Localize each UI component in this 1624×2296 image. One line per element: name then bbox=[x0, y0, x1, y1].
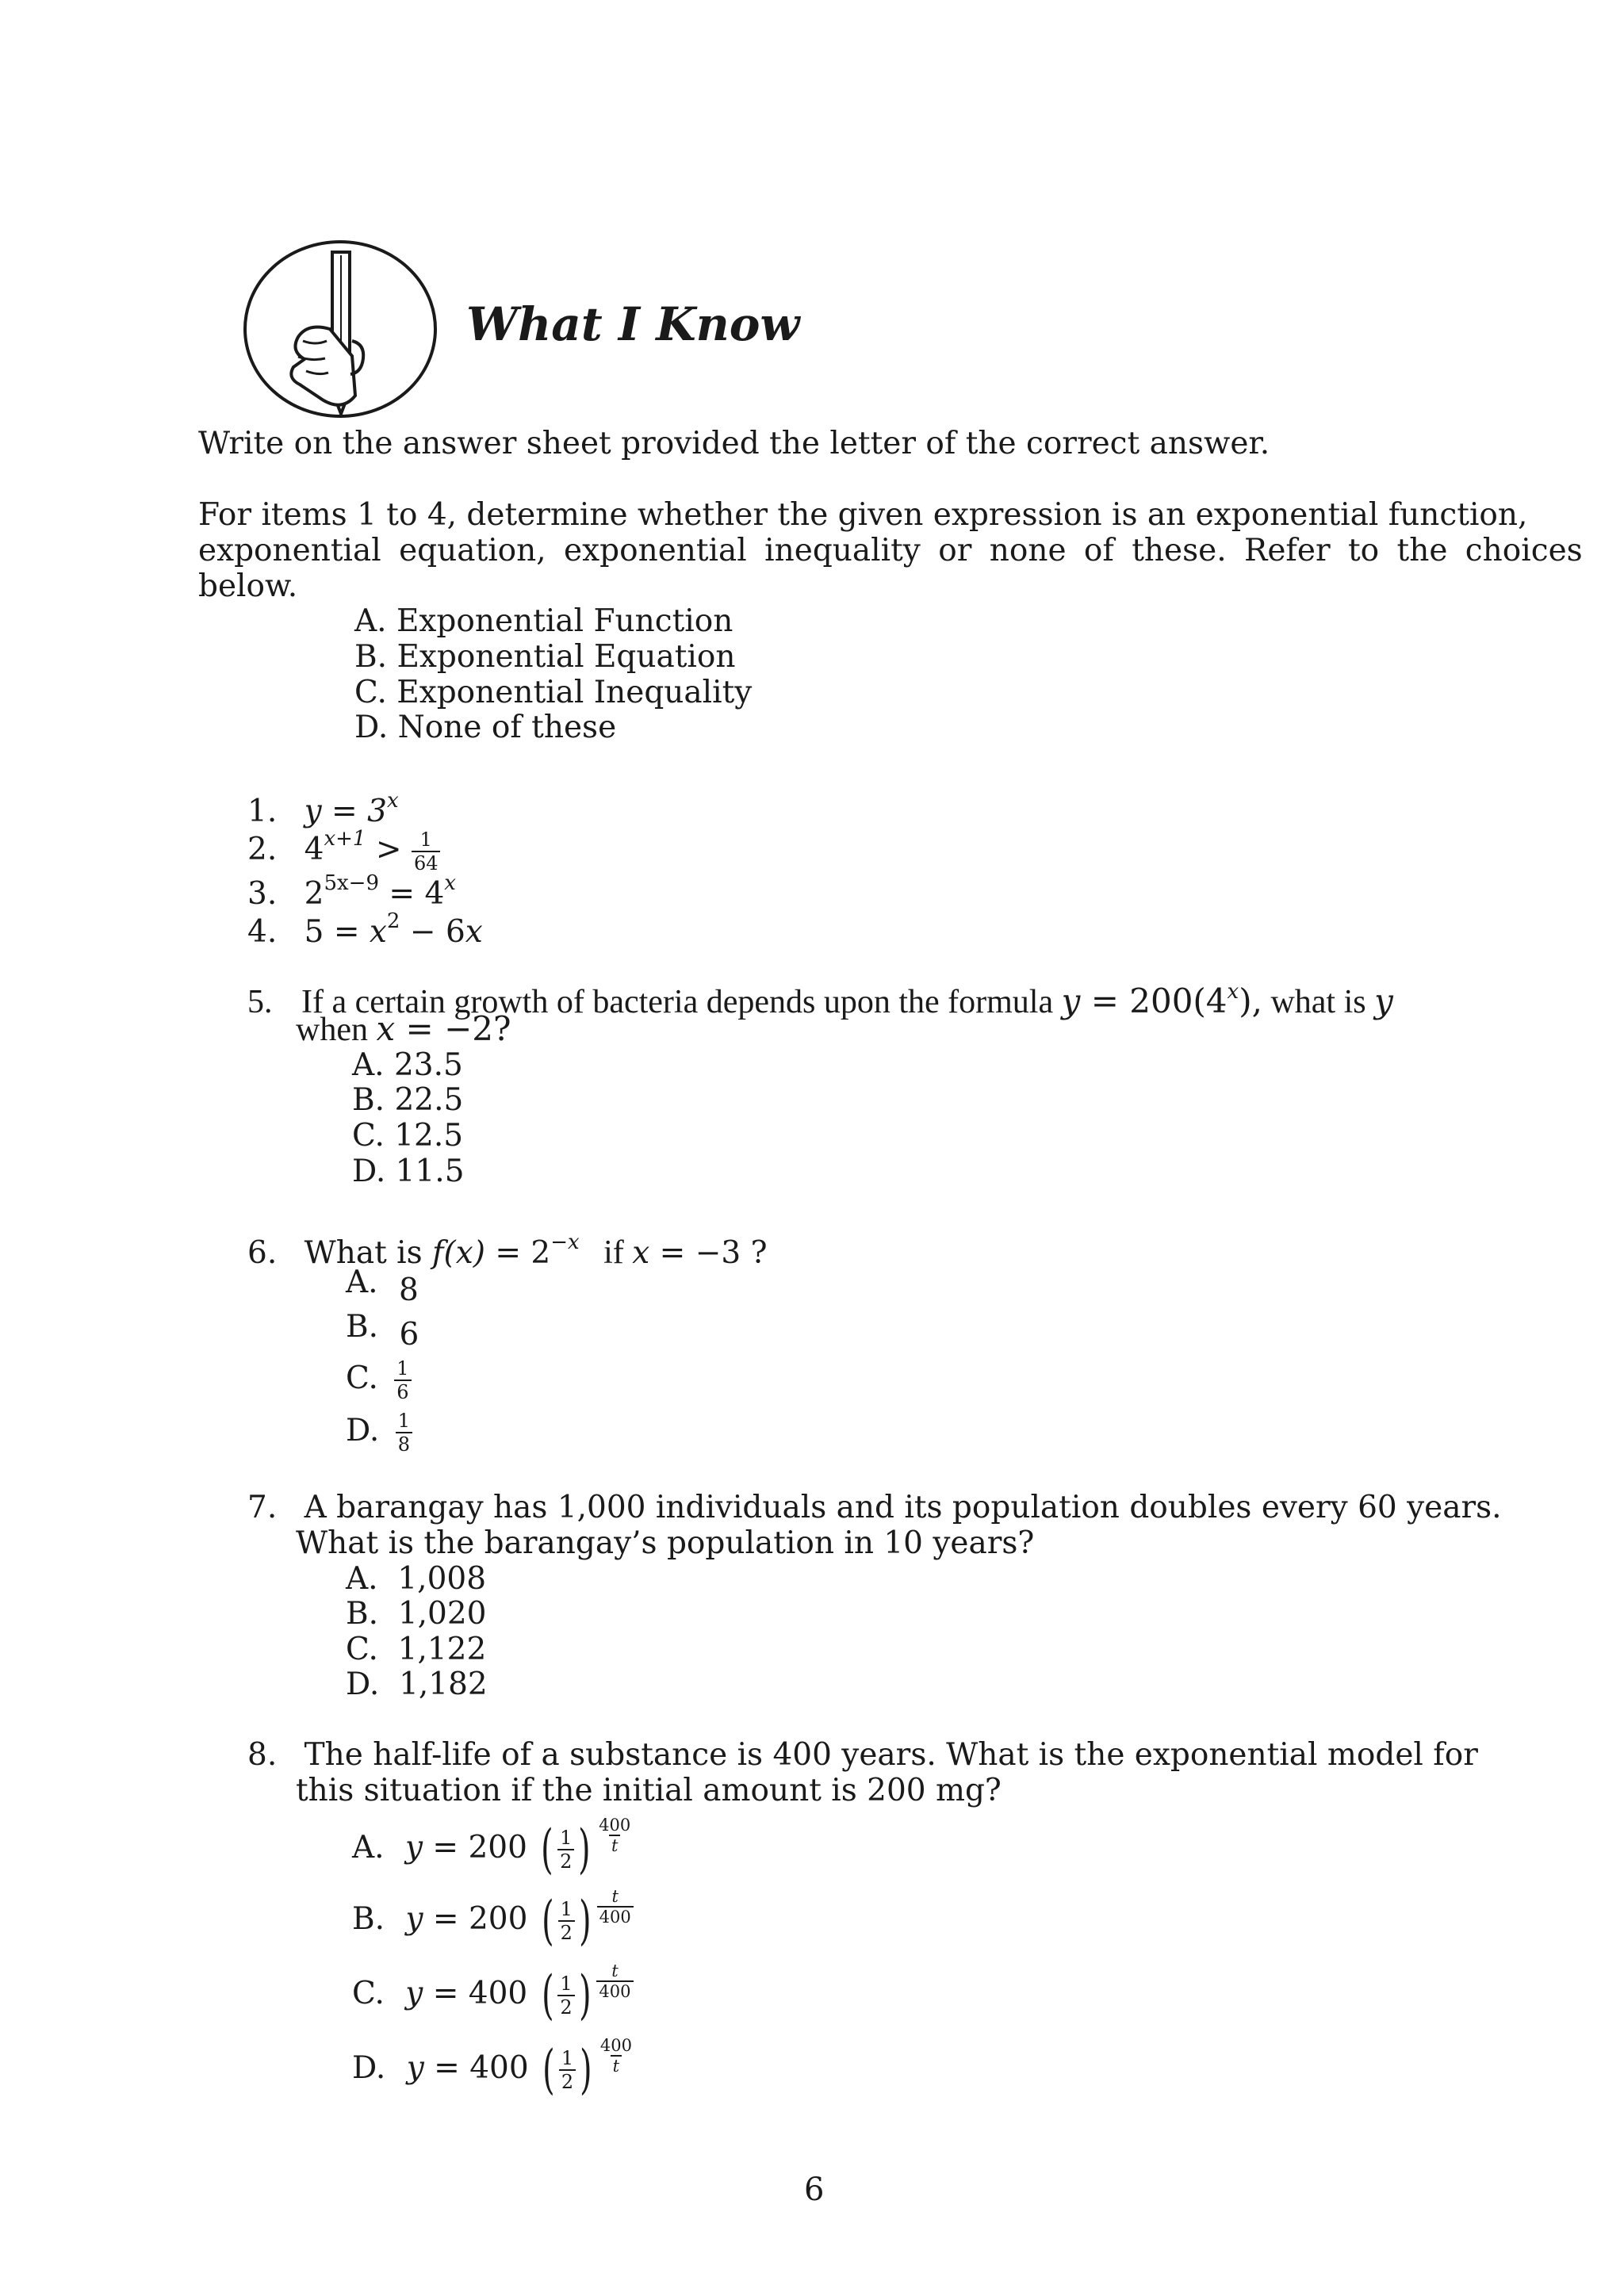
q7-choice-b: B. 1,020 bbox=[346, 1596, 487, 1632]
q7-text-1: A barangay has 1,000 individuals and its population doubles every 60 years. bbox=[304, 1490, 1502, 1525]
exp-den: t bbox=[609, 1835, 620, 1855]
fraction-den: 2 bbox=[559, 2069, 576, 2093]
fraction-num: 1 bbox=[560, 1898, 573, 1920]
question-6 bbox=[247, 1225, 768, 1271]
q4-d: x bbox=[465, 914, 483, 950]
question-number: 6. bbox=[247, 1235, 278, 1271]
q5-choice-a: A. 23.5 bbox=[352, 1047, 463, 1083]
choice-letter: A. bbox=[352, 1830, 385, 1866]
q5-formula-b: = 200(4 bbox=[1080, 982, 1228, 1020]
exp-num: 400 bbox=[599, 2036, 632, 2055]
choice-d: D. None of these bbox=[354, 710, 617, 745]
q2-op: > bbox=[366, 832, 412, 867]
q5-var: y bbox=[1374, 982, 1393, 1020]
instruction-text: Write on the answer sheet provided the letter of the correct answer. bbox=[198, 426, 1270, 461]
choice-value: 8 bbox=[398, 1272, 419, 1308]
choice-lhs: y bbox=[405, 1976, 423, 2011]
fraction-den: 8 bbox=[396, 1432, 412, 1456]
exp-den: 400 bbox=[597, 1906, 634, 1927]
hand-holding-pencil-icon bbox=[241, 238, 439, 420]
q6-if: if bbox=[603, 1234, 633, 1271]
q5-text-b: what is bbox=[1262, 984, 1375, 1020]
page-number: 6 bbox=[804, 2172, 825, 2208]
exp-den: 400 bbox=[596, 1980, 633, 2001]
page-title: What I Know bbox=[466, 297, 800, 351]
items-intro-line-3: below. bbox=[198, 568, 298, 604]
q6-exp: −x bbox=[550, 1230, 580, 1254]
q6-eq: = 2 bbox=[485, 1235, 551, 1271]
choice-fraction bbox=[394, 1357, 411, 1403]
q3-mid: = 4 bbox=[379, 876, 445, 912]
question-number: 5. bbox=[247, 984, 273, 1020]
q8-choice-a bbox=[352, 1816, 633, 1880]
fraction-den: 2 bbox=[557, 1995, 574, 2019]
q5-text-a: If a certain growth of bacteria depends upon the formula bbox=[301, 984, 1062, 1020]
fraction-den: 2 bbox=[557, 1849, 574, 1873]
q3-exp2: x bbox=[444, 871, 456, 895]
choice-letter: C. bbox=[346, 1360, 378, 1396]
fraction-num: 1 bbox=[560, 1827, 573, 1849]
q2-num: 1 bbox=[419, 828, 432, 851]
choice-lhs: y bbox=[405, 1901, 423, 1937]
q8-text-1: The half-life of a substance is 400 years. What is the exponential model for bbox=[304, 1737, 1478, 1773]
q2-exp: x+1 bbox=[324, 827, 366, 851]
q6-choice-c bbox=[346, 1357, 412, 1403]
q6-xval: = −3 ? bbox=[649, 1235, 768, 1271]
question-number: 8. bbox=[247, 1737, 278, 1773]
q5-choice-c: C. 12.5 bbox=[352, 1118, 464, 1154]
q1-lhs: y = 3 bbox=[304, 794, 387, 829]
exponent-fraction bbox=[598, 2036, 634, 2076]
q4-b: x bbox=[369, 914, 387, 950]
q6-choice-d bbox=[346, 1410, 412, 1456]
choice-lhs: y bbox=[406, 2050, 424, 2086]
question-number: 2. bbox=[247, 832, 278, 867]
question-7-line-1 bbox=[247, 1490, 1502, 1525]
base-fraction: ( $\frac{1}{2}$ ) bbox=[541, 1890, 592, 1951]
items-intro-line-2: exponential equation, exponential inequality or none of these. Refer to the choices bbox=[198, 533, 1583, 568]
q6-choice-b bbox=[346, 1309, 419, 1353]
base-fraction: ( $\frac{1}{2}$ ) bbox=[541, 1819, 591, 1880]
q3-base: 2 bbox=[304, 876, 324, 912]
fraction-num: 1 bbox=[560, 1973, 573, 1995]
q5-formula-c: ), bbox=[1239, 982, 1262, 1020]
fraction-den: 6 bbox=[394, 1380, 411, 1403]
q5-choice-b: B. 22.5 bbox=[352, 1082, 464, 1118]
base-fraction: ( $\frac{1}{2}$ ) bbox=[542, 2039, 592, 2100]
q8-choice-c bbox=[352, 1961, 634, 2026]
q4-a: 5 = bbox=[304, 914, 370, 950]
choice-letter: D. bbox=[346, 1413, 380, 1448]
question-8-line-2: this situation if the initial amount is 200 mg? bbox=[296, 1773, 1002, 1808]
question-number: 4. bbox=[247, 914, 278, 950]
question-8-line-1 bbox=[247, 1738, 1478, 1773]
question-number: 7. bbox=[247, 1490, 278, 1525]
q5-formula-exp: x bbox=[1227, 980, 1239, 1004]
choice-value: 6 bbox=[399, 1317, 419, 1353]
q7-choice-d: D. 1,182 bbox=[346, 1667, 488, 1702]
q7-choice-a: A. 1,008 bbox=[346, 1561, 487, 1597]
base-fraction: ( $\frac{1}{2}$ ) bbox=[541, 1965, 592, 2026]
choice-letter: C. bbox=[352, 1976, 385, 2011]
q2-den: 64 bbox=[412, 851, 441, 874]
exponent-fraction bbox=[596, 1961, 633, 2001]
fraction-num: 1 bbox=[396, 1357, 409, 1380]
choice-a: A. Exponential Function bbox=[354, 603, 733, 639]
choice-coef: = 400 bbox=[423, 2050, 529, 2086]
exp-num: 400 bbox=[599, 1816, 631, 1835]
choice-c: C. Exponential Inequality bbox=[354, 675, 753, 710]
q8-choice-b bbox=[352, 1887, 634, 1951]
q8-choice-d bbox=[352, 2036, 634, 2100]
fraction-num: 1 bbox=[561, 2047, 574, 2069]
q5-choice-d: D. 11.5 bbox=[352, 1154, 465, 1189]
q1-exp: x bbox=[386, 789, 399, 813]
items-intro-line-1: For items 1 to 4, determine whether the given expression is an exponential function, bbox=[198, 497, 1528, 533]
question-number: 3. bbox=[247, 876, 278, 912]
choice-coef: = 200 bbox=[423, 1830, 527, 1866]
exponent-fraction bbox=[597, 1887, 634, 1927]
exp-den: t bbox=[611, 2055, 622, 2076]
choice-letter: D. bbox=[352, 2050, 386, 2086]
question-number: 1. bbox=[247, 794, 278, 829]
q4-exp: 2 bbox=[386, 909, 400, 933]
q6-choice-a bbox=[346, 1265, 419, 1308]
question-4 bbox=[247, 904, 483, 950]
q5-formula-y: y bbox=[1061, 982, 1081, 1020]
q6-text-a: What is bbox=[304, 1235, 433, 1271]
q5-line2-a: when bbox=[296, 1012, 377, 1048]
q5-line2-b: = −2? bbox=[395, 1009, 511, 1048]
choice-b: B. Exponential Equation bbox=[354, 639, 736, 675]
q4-c: − 6 bbox=[400, 914, 465, 950]
choice-fraction bbox=[396, 1410, 412, 1456]
choice-letter: A. bbox=[346, 1265, 378, 1300]
question-5-line-2 bbox=[296, 1011, 511, 1048]
q5-line2-var: x bbox=[376, 1009, 396, 1048]
fraction-den: 2 bbox=[558, 1920, 575, 1944]
q3-exp1: 5x−9 bbox=[324, 871, 379, 895]
q2-base: 4 bbox=[304, 832, 324, 867]
header-icon-circle bbox=[241, 238, 439, 420]
choice-coef: = 200 bbox=[423, 1901, 528, 1937]
exp-num: t bbox=[611, 1887, 619, 1906]
choice-coef: = 400 bbox=[423, 1976, 528, 2011]
fraction-num: 1 bbox=[397, 1410, 410, 1432]
exp-num: t bbox=[611, 1961, 619, 1980]
q6-fx: f(x) bbox=[432, 1235, 485, 1271]
choice-letter: B. bbox=[346, 1309, 379, 1345]
question-7-line-2: What is the barangay’s population in 10 years? bbox=[296, 1525, 1035, 1561]
exponent-fraction bbox=[596, 1816, 633, 1855]
choice-lhs: y bbox=[404, 1830, 423, 1866]
choice-letter: B. bbox=[352, 1901, 385, 1937]
q7-choice-c: C. 1,122 bbox=[346, 1632, 487, 1667]
q6-xvar: x bbox=[632, 1235, 650, 1271]
